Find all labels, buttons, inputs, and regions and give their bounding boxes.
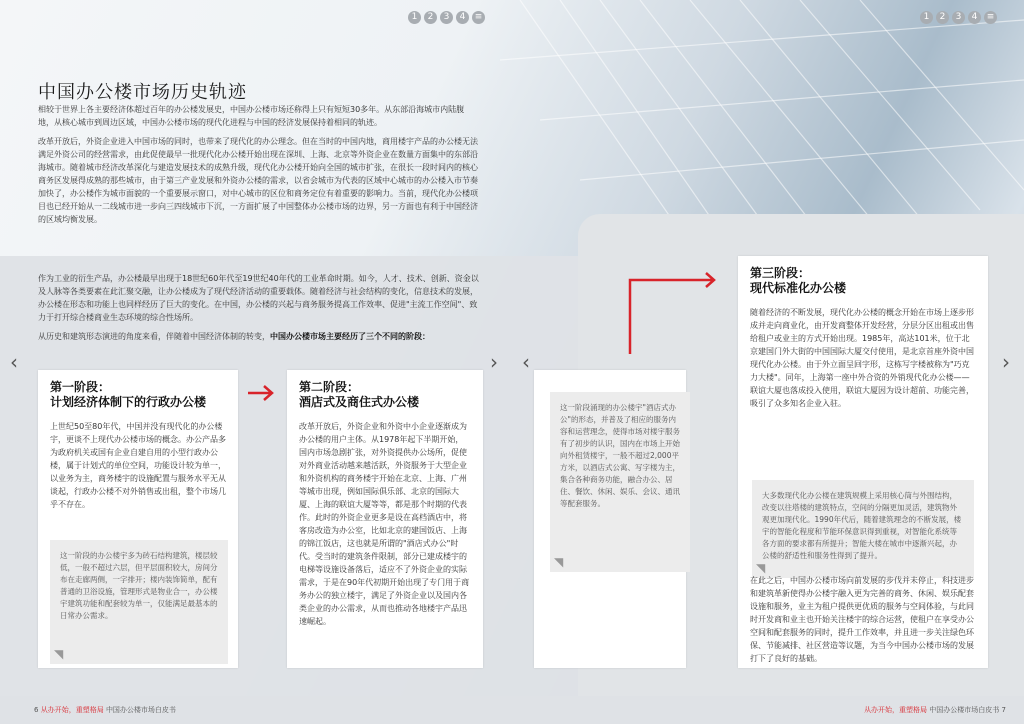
quote-mark-icon: ◥: [756, 561, 766, 575]
intro-text: [38, 103, 480, 232]
stage-2-body: 改革开放后，外资企业和外资中小企业逐渐成为办公楼的用户主体。从1978年起下半期开始，国内市场急剧扩张，对外资提供办公场所，促使对外商业活动越来越活跃，外资服务于大型企业和外资机构的商务楼宇开始在北京、上海、广州等城市出现，例如国际俱乐部、北京的国际大厦、上海的联谊大厦等等，都是那个时期的代表作。此时的外资企业更多是设在高档酒店中，将客房改造为办公室，比如北京的建国饭店、上海的锦江饭店，这也就是所谓的"酒店式办公"时代。受当时的建筑条件限制，部分已建成楼宇的电梯等设施设备落后，适应不了外资企业的实际需求，于是在90年代初期开始出现了专门用于商务办公的独立楼宇，满足了外资企业以及国内各类企业的办公需求，从而也推动各地楼宇产品迅速崛起。: [299, 422, 470, 626]
intro-paragraph: 改革开放后，外资企业进入中国市场的同时，也带来了现代化的办公理念。但在当时的中国内地，商用楼宇产品的办公楼无法满足外资公司的经营需求，由此促使最早一批现代化办公楼开始出现在深圳、上海、北京等外资企业在数量方面集中的东部沿海城市。随着城市经济改革深化与建造发展技术的成熟升级，现代化办公楼开始向全国的城市扩张，在很长一段时间内的核心商务区发展得成熟的那些城市，由于第三产业发展和外资办公楼的需求，以省会城市为代表的区域中心城市的办公楼入市节奏加快了，办公楼作为城市面貌的一个重要展示窗口，对中心城市的区位和商务定位有着重要的影响力。当前，现代化办公楼项目也已经开始从一二线城市进一步向三四线城市下沉，一方面扩展了中国整体办公楼市场的边界，另一方面也有利于中国经济的区域均衡发展。: [38, 137, 478, 224]
stage-1-title: [50, 380, 226, 410]
nav-page-1[interactable]: 1: [920, 11, 933, 24]
footer-right: [864, 705, 1006, 715]
quote-mark-icon: ◥: [54, 647, 64, 661]
quote-mark-icon: ◥: [554, 555, 564, 569]
stage-3-title-line1: 第三阶段：: [750, 266, 811, 280]
footer-brand: 从办开始，重塑格局: [40, 706, 104, 714]
nav-menu-icon[interactable]: ≡: [984, 11, 997, 24]
stage-3-title-line2: 现代标准化办公楼: [750, 281, 847, 295]
stage-1-title-line1: 第一阶段：: [50, 380, 111, 394]
page-nav-right: [920, 11, 997, 24]
stage-2-title: [299, 380, 471, 410]
stages-intro-plain: 从历史和建筑形态演进的角度来看，伴随着中国经济体制的转变，: [38, 332, 270, 341]
stage-arrow-up-icon: [620, 266, 720, 356]
stage-1-title-line2: 计划经济体制下的行政办公楼: [50, 395, 207, 409]
nav-page-4[interactable]: 4: [968, 11, 981, 24]
footer-brand: 从办开始，重塑格局: [864, 706, 928, 714]
stage-3-body: 随着经济的不断发展，现代化办公楼的概念开始在市场上逐步形成并走向商业化，由开发商整体开发经营，分层分区出租或出售给租户或业主的方式开始出现。1985年，高达101米，位于北京建国门外大街的中国国际大厦交付使用，是北京首座外资中国现代化办公楼。由于外立面呈回字形，这栋写字楼被称为"巧克力大楼"。同年，上海第一座中外合资的外销现代化办公楼——联谊大厦也落成投入使用，联谊大厦因为设计超前、功能完善，吸引了众多知名企业入驻。: [750, 308, 974, 408]
stage-2-quote-text: 这一阶段涌现的办公楼宇"酒店式办公"的形态，并普及了相应的服务内容和运营理念，使得市场对楼宇服务有了初步的认识，国内在市场上开始向外租赁楼宇，一般不超过2,000平方米，以酒店式公寓、写字楼为主，集合各种商务功能，融合办公、居住、餐饮、休闲、娱乐、会议、通讯等配套服务。: [560, 403, 680, 508]
stages-intro-paragraph: 作为工业的衍生产品，办公楼最早出现于18世纪60年代至19世纪40年代的工业革命时期。如今，人才、技术、创新、资金以及人脉等各类要素在此汇聚交融，让办公楼成为了现代经济活动的重要载体。随着经济与社会结构的变化，信息技术的发展，办公楼在形态和功能上也同样经历了巨大的变化。在中国，办公楼的兴起与商务服务提高工作效率、促进"主流工作空间"、致力于打开综合楼商业生态环境的综合性场所。: [38, 274, 479, 322]
stage-2-title-line1: 第二阶段：: [299, 380, 360, 394]
next-page-arrow-icon[interactable]: ›: [1002, 350, 1010, 374]
prev-page-arrow-icon[interactable]: ‹: [10, 350, 18, 374]
stage-3-conclusion: 在此之后，中国办公楼市场向前发展的步伐并未停止，科技进步和建筑革新使得办公楼宇融入更为完善的商务、休闲、娱乐配套设施和服务，业主为租户提供更优质的服务与空间体验，与此同时开发商和业主也开始关注楼宇的综合运营，使租户在享受办公空间和配套服务的同时，提升工作效率，并且进一步关注绿色环保、节能减排、社区营造等议题，为当今中国办公楼市场的发展打下了良好的基础。: [750, 576, 974, 663]
stages-intro: [38, 272, 484, 349]
nav-page-4[interactable]: 4: [456, 11, 469, 24]
nav-menu-icon[interactable]: ≡: [472, 11, 485, 24]
stage-2-card: [287, 370, 483, 668]
stages-intro-bold: 中国办公楼市场主要经历了三个不同的阶段：: [270, 332, 430, 341]
footer-page-number: 6: [34, 706, 39, 714]
stage-2-quote: [550, 392, 690, 572]
stage-1-quote-text: 这一阶段的办公楼宇多为砖石结构建筑，楼层较低，一般不超过六层，但平层面积较大，房间分布在走廊两侧，一字排开；楼内装饰简单，配有普通的卫浴设施，管理形式是物业合一，办公楼宇建筑功能和配套较为单一，仅能满足最基本的日常办公需求。: [60, 551, 218, 620]
nav-page-3[interactable]: 3: [952, 11, 965, 24]
stages-intro-paragraph: [38, 330, 484, 343]
prev-page-arrow-icon[interactable]: ‹: [522, 350, 530, 374]
stage-3-title: [750, 266, 976, 296]
page-title: 中国办公楼市场历史轨迹: [38, 82, 247, 103]
stage-1-body: 上世纪50至80年代，中国并没有现代化的办公楼宇，更谈不上现代办公楼市场的概念。办公产品多为政府机关或国有企业自建自用的小型行政办公楼，属于计划式的单位空间，功能设计较为单一，以业务为主，商务楼宇的设施配置与服务水平无从谈起，行政办公楼不对外销售或出租，整个市场几乎不存在。: [50, 422, 226, 509]
footer-report-title: 中国办公楼市场白皮书: [929, 706, 1000, 714]
footer-report-title: 中国办公楼市场白皮书: [105, 706, 176, 714]
footer: [0, 696, 1024, 724]
nav-page-3[interactable]: 3: [440, 11, 453, 24]
stage-2-title-line2: 酒店式及商住式办公楼: [299, 395, 420, 409]
footer-left: [34, 705, 176, 715]
stage-1-quote: [50, 540, 228, 664]
intro-paragraph: 相较于世界上各主要经济体超过百年的办公楼发展史，中国办公楼市场还称得上只有短短30多年。从东部沿海城市内陆腹地，从核心城市到周边区域，中国办公楼市场的现代化进程与中国的经济发展保持着相同的轨迹。: [38, 105, 465, 127]
stage-3-quote: [752, 480, 974, 578]
page-nav-left: [408, 11, 485, 24]
footer-page-number: 7: [1001, 706, 1006, 714]
next-page-arrow-icon[interactable]: ›: [490, 350, 498, 374]
nav-page-2[interactable]: 2: [424, 11, 437, 24]
stage-3-quote-text: 大多数现代化办公楼在建筑规模上采用核心筒与外围结构，改变以往塔楼的建筑特点，空间的分隔更加灵活，建筑物外观更加现代化。1990年代后，随着建筑理念的不断发展，楼宇的智能化程度和节能环保意识得到重视，对智能化系统等各方面的要求都有所提升；智能大楼在城市中逐渐兴起，办公楼的舒适性和服务性得到了提升。: [762, 491, 962, 560]
nav-page-1[interactable]: 1: [408, 11, 421, 24]
nav-page-2[interactable]: 2: [936, 11, 949, 24]
stage-arrow-icon: [248, 383, 276, 403]
